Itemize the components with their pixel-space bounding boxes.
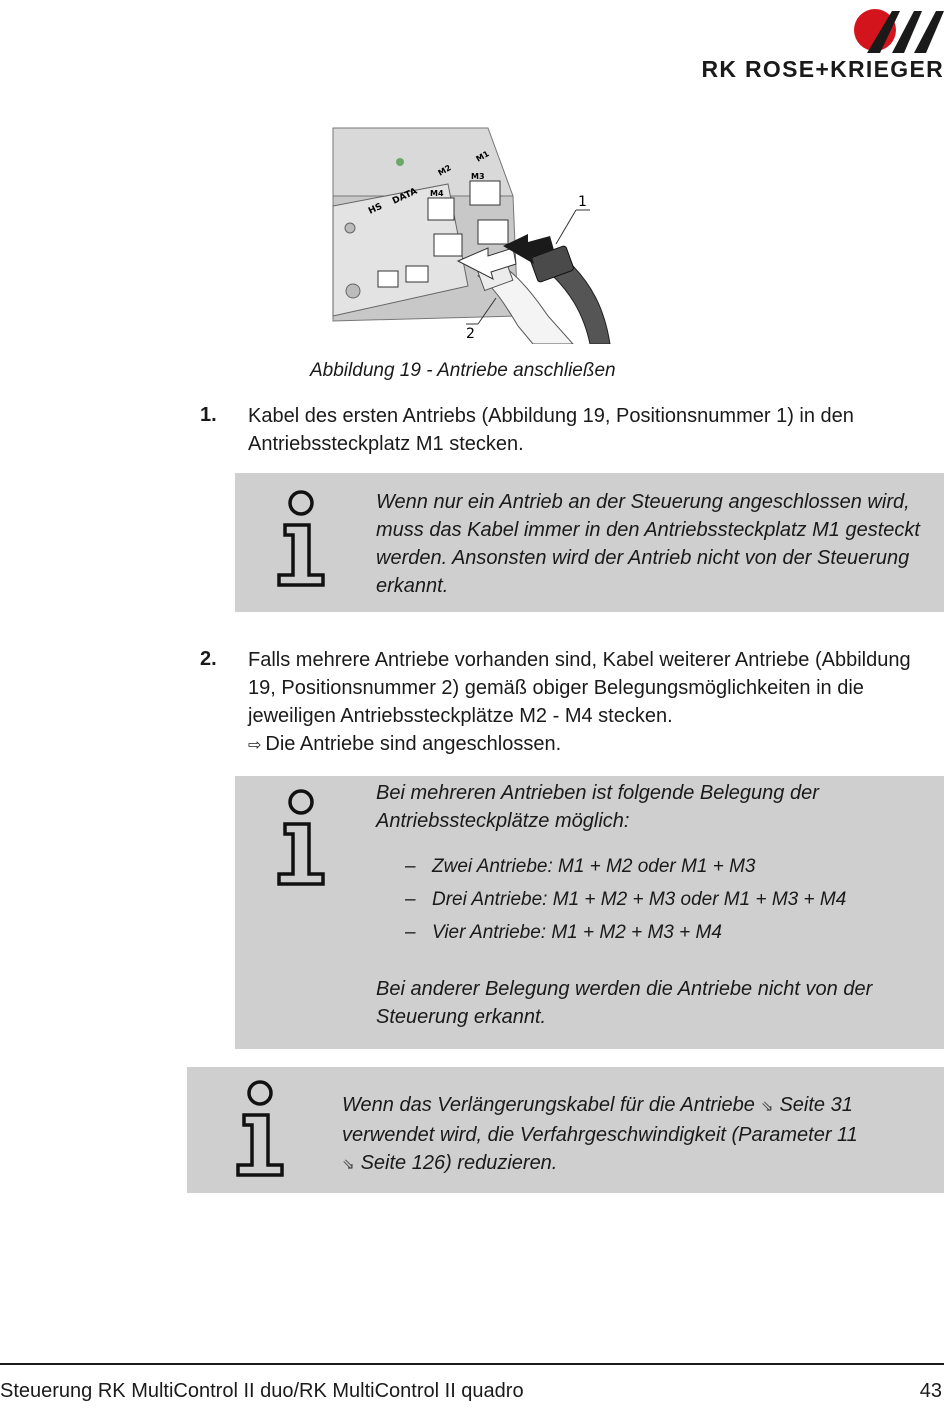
list-item — [405, 916, 846, 949]
info-text-part: Wenn das Verlängerungskabel für die Antriebe — [342, 1094, 755, 1116]
info-box — [187, 1067, 944, 1193]
step-text: Kabel des ersten Antriebs (Abbildung 19, Positionsnummer 1) in den Antriebssteckplatz M1 stecken. — [248, 405, 854, 455]
step-result — [248, 733, 561, 756]
controller-illustration — [328, 126, 620, 344]
result-text: Die Antriebe sind angeschlossen. — [265, 733, 562, 755]
label-hs: HS — [367, 201, 384, 217]
label-m3: M3 — [471, 172, 485, 181]
page-ref-link[interactable]: Seite 31 — [779, 1094, 853, 1116]
callout-1: 1 — [578, 194, 587, 210]
page-number: 43 — [919, 1380, 942, 1402]
figure-caption: Abbildung 19 - Antriebe anschließen — [310, 360, 616, 381]
footer-divider — [0, 1363, 944, 1365]
brand-name: RK ROSE+KRIEGER — [701, 56, 944, 82]
result-arrow-icon: ⇨ — [248, 737, 262, 754]
assignment-list — [405, 850, 846, 949]
info-icon — [273, 489, 329, 587]
brand-logo-icon — [852, 7, 944, 53]
list-item — [405, 850, 846, 883]
info-text — [342, 1091, 922, 1179]
info-icon — [273, 788, 329, 886]
info-text: Bei mehreren Antrieben ist folgende Belegung der Antriebssteckplätze möglich: — [376, 782, 819, 832]
info-box — [235, 776, 944, 1049]
label-data: DATA — [391, 186, 419, 207]
label-m4: M4 — [430, 189, 444, 198]
info-text: Bei anderer Belegung werden die Antriebe nicht von der Steuerung erkannt. — [376, 978, 873, 1028]
list-marker: – — [405, 889, 416, 910]
info-box — [235, 473, 944, 612]
info-text: Wenn nur ein Antrieb an der Steuerung angeschlossen wird, muss das Kabel immer in den Antriebssteckplatz M1 gesteckt werden. Ansonsten wird der Antrieb nicht von der Steuerung erkannt. — [376, 491, 920, 597]
page-ref-arrow-icon: ⇘ — [760, 1098, 774, 1115]
list-marker: – — [405, 922, 416, 943]
footer-title: Steuerung RK MultiControl II duo/RK MultiControl II quadro — [0, 1380, 524, 1402]
page-ref-arrow-icon: ⇘ — [342, 1156, 355, 1173]
callout-2: 2 — [466, 326, 475, 342]
info-text-part: verwendet wird, die Verfahrgeschwindigkeit (Parameter 11 — [342, 1124, 858, 1146]
list-item — [405, 883, 846, 916]
label-m1-top: M1 — [474, 149, 491, 164]
info-icon — [232, 1079, 288, 1177]
step-number: 2. — [200, 648, 217, 670]
list-item-text: Drei Antriebe: M1 + M2 + M3 oder M1 + M3 + M4 — [432, 889, 847, 910]
list-item-text: Vier Antriebe: M1 + M2 + M3 + M4 — [432, 922, 722, 943]
page-ref-link[interactable]: Seite 126) reduzieren. — [360, 1152, 558, 1174]
step-text: Falls mehrere Antriebe vorhanden sind, Kabel weiterer Antriebe (Abbildung 19, Positionsnummer 2) gemäß obiger Belegungsmöglichkeiten in die jeweiligen Antriebssteckplätze M2 - M4 stecken. — [248, 649, 911, 727]
step-number: 1. — [200, 404, 217, 426]
list-marker: – — [405, 856, 416, 877]
list-item-text: Zwei Antriebe: M1 + M2 oder M1 + M3 — [432, 856, 756, 877]
label-m2-top: M2 — [436, 163, 453, 178]
